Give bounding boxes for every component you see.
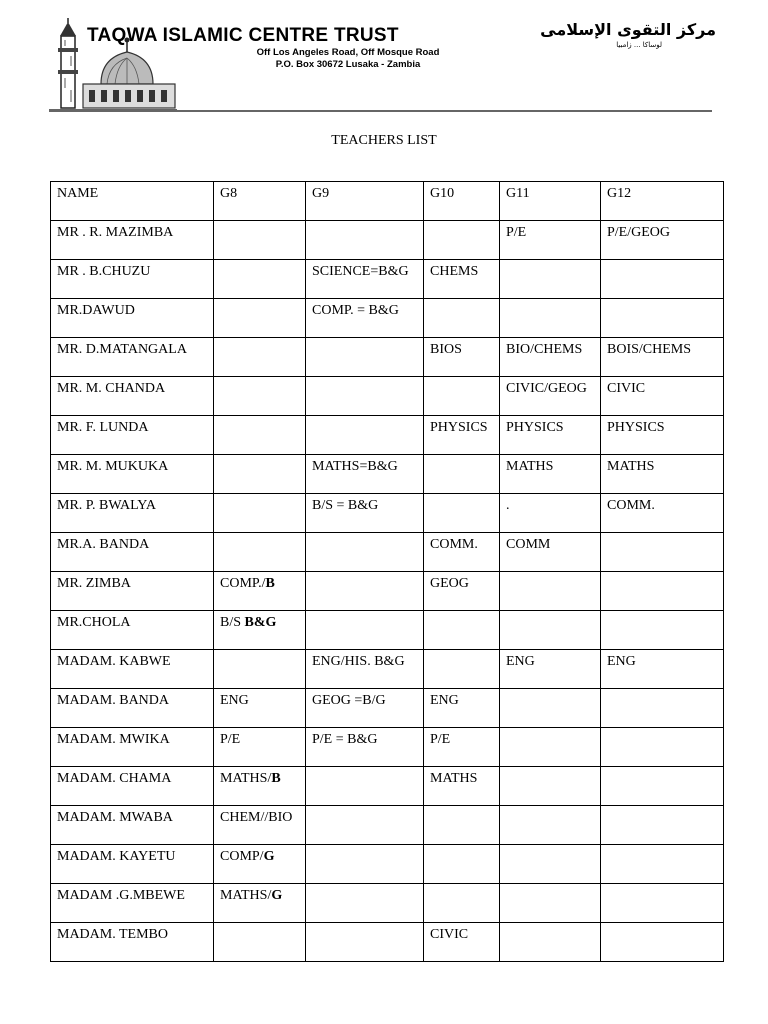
cell-g11 <box>500 299 601 338</box>
cell-g11: BIO/CHEMS <box>500 338 601 377</box>
cell-g8 <box>214 845 306 884</box>
cell-g12 <box>601 806 724 845</box>
cell-g8 <box>214 923 306 962</box>
letterhead <box>45 14 720 114</box>
document-title: TEACHERS LIST <box>331 133 437 148</box>
cell-g10 <box>424 299 500 338</box>
cell-g10 <box>424 221 500 260</box>
header-g11: G11 <box>500 182 601 221</box>
cell-name: MR. P. BWALYA <box>51 494 214 533</box>
cell-g8: P/E <box>214 728 306 767</box>
cell-g11 <box>500 689 601 728</box>
cell-g8 <box>214 611 306 650</box>
cell-g9: COMP. = B&G <box>306 299 424 338</box>
cell-g10 <box>424 650 500 689</box>
cell-g8 <box>214 494 306 533</box>
cell-g8: CHEM//BIO <box>214 806 306 845</box>
cell-g8 <box>214 533 306 572</box>
cell-g9 <box>306 221 424 260</box>
cell-g9 <box>306 533 424 572</box>
cell-name: MR.A. BANDA <box>51 533 214 572</box>
cell-g11 <box>500 767 601 806</box>
cell-name: MADAM. MWIKA <box>51 728 214 767</box>
cell-name: MADAM. MWABA <box>51 806 214 845</box>
cell-g12: P/E/GEOG <box>601 221 724 260</box>
teachers-table <box>50 181 724 962</box>
cell-text-bold: B <box>271 771 281 786</box>
organization-location-arabic: لوساكا ... زامبيا <box>616 41 662 49</box>
cell-name: MADAM. KABWE <box>51 650 214 689</box>
table-row <box>51 767 724 806</box>
cell-name: MR.CHOLA <box>51 611 214 650</box>
cell-g9: SCIENCE=B&G <box>306 260 424 299</box>
cell-g9 <box>306 572 424 611</box>
table-header-row <box>51 182 724 221</box>
cell-text: COMP/ <box>220 849 264 864</box>
table-row <box>51 689 724 728</box>
table-row <box>51 299 724 338</box>
cell-name: MR. D.MATANGALA <box>51 338 214 377</box>
cell-g10: COMM. <box>424 533 500 572</box>
cell-name: MR. M. CHANDA <box>51 377 214 416</box>
table-row <box>51 884 724 923</box>
cell-g11 <box>500 728 601 767</box>
cell-g12: ENG <box>601 650 724 689</box>
cell-g10 <box>424 455 500 494</box>
header-g10: G10 <box>424 182 500 221</box>
cell-g8 <box>214 650 306 689</box>
cell-g11: . <box>500 494 601 533</box>
cell-g10: CHEMS <box>424 260 500 299</box>
cell-g12 <box>601 845 724 884</box>
cell-g11: P/E <box>500 221 601 260</box>
cell-text: COMP./ <box>220 576 266 591</box>
cell-name: MR.DAWUD <box>51 299 214 338</box>
header-name: NAME <box>51 182 214 221</box>
cell-g12 <box>601 533 724 572</box>
cell-g10: CIVIC <box>424 923 500 962</box>
cell-g11: PHYSICS <box>500 416 601 455</box>
table-row <box>51 845 724 884</box>
cell-g12 <box>601 923 724 962</box>
cell-g12: COMM. <box>601 494 724 533</box>
table-row <box>51 611 724 650</box>
cell-text-bold: G <box>263 849 275 864</box>
cell-name: MADAM. KAYETU <box>51 845 214 884</box>
cell-g11 <box>500 611 601 650</box>
cell-g8 <box>214 377 306 416</box>
cell-g8 <box>214 260 306 299</box>
cell-g10 <box>424 611 500 650</box>
cell-g12: PHYSICS <box>601 416 724 455</box>
cell-name: MADAM. TEMBO <box>51 923 214 962</box>
cell-name: MADAM .G.MBEWE <box>51 884 214 923</box>
cell-g9: GEOG =B/G <box>306 689 424 728</box>
cell-g12 <box>601 611 724 650</box>
cell-g12 <box>601 728 724 767</box>
table-row <box>51 923 724 962</box>
cell-g11: CIVIC/GEOG <box>500 377 601 416</box>
table-row <box>51 338 724 377</box>
cell-g9: ENG/HIS. B&G <box>306 650 424 689</box>
table-row <box>51 533 724 572</box>
cell-text-bold: G <box>271 888 283 903</box>
cell-g9 <box>306 377 424 416</box>
cell-g12 <box>601 689 724 728</box>
cell-g9 <box>306 338 424 377</box>
cell-g10: ENG <box>424 689 500 728</box>
cell-g8 <box>214 455 306 494</box>
table-row <box>51 221 724 260</box>
cell-g9 <box>306 884 424 923</box>
cell-g9 <box>306 806 424 845</box>
cell-g9 <box>306 416 424 455</box>
cell-g12: BOIS/CHEMS <box>601 338 724 377</box>
cell-g12 <box>601 260 724 299</box>
cell-g11 <box>500 572 601 611</box>
cell-name: MR. F. LUNDA <box>51 416 214 455</box>
cell-g9: MATHS=B&G <box>306 455 424 494</box>
header-g12: G12 <box>601 182 724 221</box>
cell-g8 <box>214 416 306 455</box>
cell-g9 <box>306 611 424 650</box>
cell-g12 <box>601 572 724 611</box>
cell-g8 <box>214 884 306 923</box>
cell-g9 <box>306 923 424 962</box>
cell-g11 <box>500 884 601 923</box>
cell-text-bold: B <box>265 576 275 591</box>
cell-g10: GEOG <box>424 572 500 611</box>
cell-name: MR . R. MAZIMBA <box>51 221 214 260</box>
cell-name: MR . B.CHUZU <box>51 260 214 299</box>
cell-g12: CIVIC <box>601 377 724 416</box>
cell-g10 <box>424 494 500 533</box>
cell-g10 <box>424 377 500 416</box>
cell-g9 <box>306 767 424 806</box>
cell-g11 <box>500 845 601 884</box>
table-row <box>51 572 724 611</box>
cell-text: MATHS/ <box>220 771 272 786</box>
cell-name: MR. ZIMBA <box>51 572 214 611</box>
cell-text: MATHS/ <box>220 888 272 903</box>
cell-g10 <box>424 884 500 923</box>
organization-name: TAQWA ISLAMIC CENTRE TRUST <box>87 25 399 46</box>
cell-g9: P/E = B&G <box>306 728 424 767</box>
cell-name: MADAM. BANDA <box>51 689 214 728</box>
cell-g12: MATHS <box>601 455 724 494</box>
cell-g8 <box>214 338 306 377</box>
table-row <box>51 728 724 767</box>
cell-g10: P/E <box>424 728 500 767</box>
table-row <box>51 806 724 845</box>
table-row <box>51 416 724 455</box>
cell-g10: BIOS <box>424 338 500 377</box>
cell-g11 <box>500 806 601 845</box>
table-row <box>51 260 724 299</box>
organization-name-arabic: مركز التقوى الإسلامى <box>540 20 716 39</box>
cell-g9 <box>306 845 424 884</box>
letterhead-divider <box>49 110 712 112</box>
cell-text-bold: B&G <box>244 615 277 630</box>
table-row <box>51 377 724 416</box>
cell-g10: MATHS <box>424 767 500 806</box>
cell-g9: B/S = B&G <box>306 494 424 533</box>
cell-name: MR. M. MUKUKA <box>51 455 214 494</box>
cell-g8 <box>214 572 306 611</box>
table-body <box>51 221 724 962</box>
table-row <box>51 494 724 533</box>
cell-text: B/S <box>220 615 245 630</box>
cell-g12 <box>601 767 724 806</box>
address-line-2: P.O. Box 30672 Lusaka - Zambia <box>275 59 421 70</box>
cell-g10 <box>424 806 500 845</box>
header-g9: G9 <box>306 182 424 221</box>
cell-g11 <box>500 260 601 299</box>
cell-g12 <box>601 299 724 338</box>
cell-g10 <box>424 845 500 884</box>
header-g8: G8 <box>214 182 306 221</box>
cell-g10: PHYSICS <box>424 416 500 455</box>
cell-g11: ENG <box>500 650 601 689</box>
cell-g8 <box>214 299 306 338</box>
cell-g8 <box>214 767 306 806</box>
table-row <box>51 650 724 689</box>
cell-g8: ENG <box>214 689 306 728</box>
cell-name: MADAM. CHAMA <box>51 767 214 806</box>
cell-g12 <box>601 884 724 923</box>
cell-g8 <box>214 221 306 260</box>
address-line-1: Off Los Angeles Road, Off Mosque Road <box>256 47 440 58</box>
table-row <box>51 455 724 494</box>
cell-g11: MATHS <box>500 455 601 494</box>
cell-g11 <box>500 923 601 962</box>
cell-g11: COMM <box>500 533 601 572</box>
